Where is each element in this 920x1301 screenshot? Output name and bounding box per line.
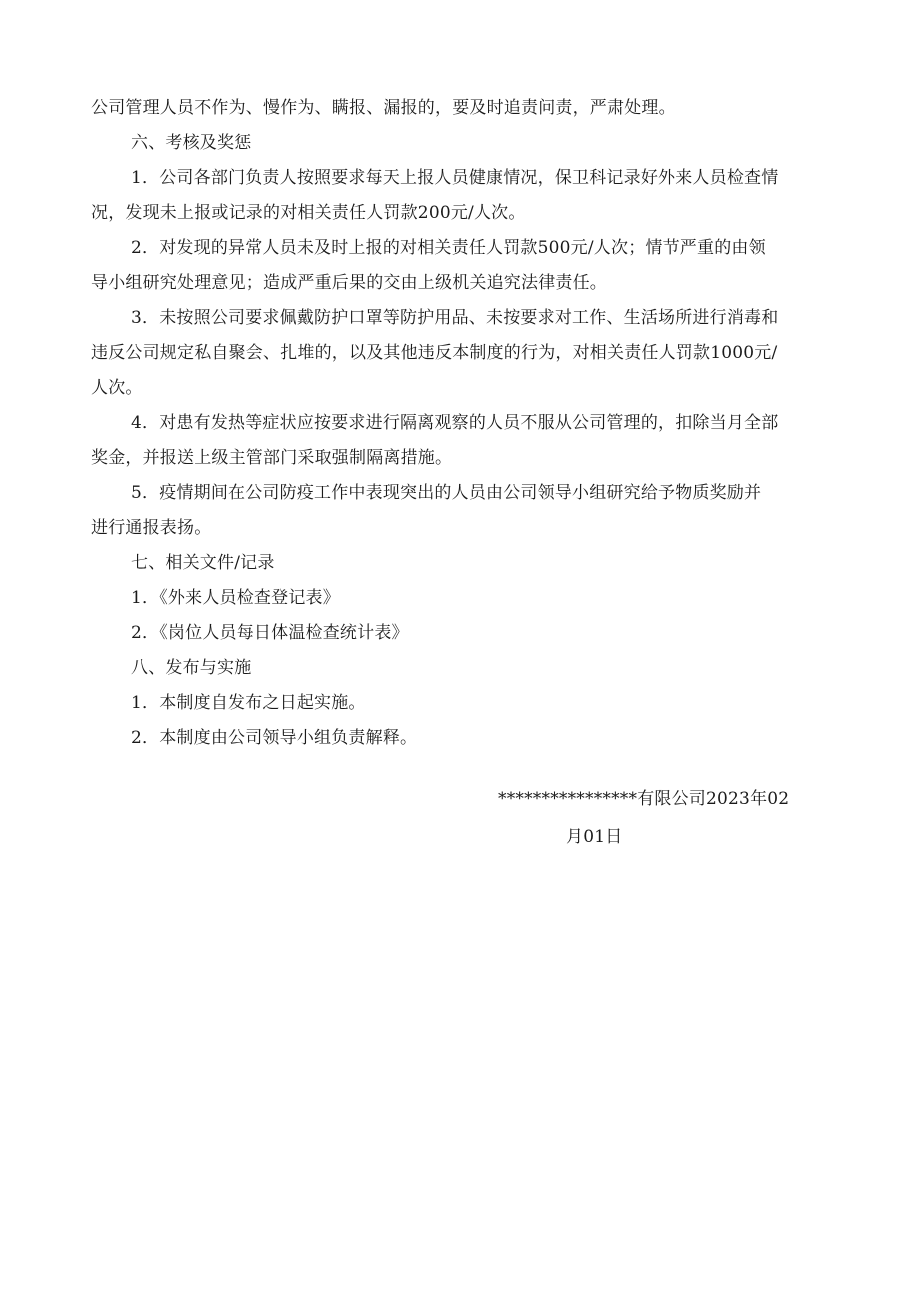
section7-heading: 七、相关文件/记录 xyxy=(131,553,275,573)
section8-item2: 2．本制度由公司领导小组负责解释。 xyxy=(131,728,418,748)
signature-company-date-line1: ****************有限公司2023年02 xyxy=(498,789,790,809)
section6-item4-line2: 奖金，并报送上级主管部门采取强制隔离措施。 xyxy=(91,448,453,468)
section8-heading: 八、发布与实施 xyxy=(131,658,252,678)
section6-item3-line2: 违反公司规定私自聚会、扎堆的，以及其他违反本制度的行为，对相关责任人罚款1000元/ xyxy=(91,343,778,363)
section6-item1-line2: 况，发现未上报或记录的对相关责任人罚款200元/人次。 xyxy=(91,203,526,223)
section6-item5-line1: 5．疫情期间在公司防疫工作中表现突出的人员由公司领导小组研究给予物质奖励并 xyxy=(131,483,762,503)
intro-line: 公司管理人员不作为、慢作为、瞒报、漏报的，要及时追责问责，严肃处理。 xyxy=(91,98,676,118)
section6-item5-line2: 进行通报表扬。 xyxy=(91,518,212,538)
section6-item2-line2: 导小组研究处理意见；造成严重后果的交由上级机关追究法律责任。 xyxy=(91,273,607,293)
section6-item1-line1: 1．公司各部门负责人按照要求每天上报人员健康情况，保卫科记录好外来人员检查情 xyxy=(131,168,779,188)
signature-date-line2: 月01日 xyxy=(566,827,623,847)
section7-item1: 1．《外来人员检查登记表》 xyxy=(131,588,340,608)
section6-item4-line1: 4．对患有发热等症状应按要求进行隔离观察的人员不服从公司管理的，扣除当月全部 xyxy=(131,413,779,433)
section6-heading: 六、考核及奖惩 xyxy=(131,133,252,153)
section8-item1: 1．本制度自发布之日起实施。 xyxy=(131,693,366,713)
section7-item2: 2．《岗位人员每日体温检查统计表》 xyxy=(131,623,409,643)
section6-item3-line3: 人次。 xyxy=(91,378,143,398)
section6-item3-line1: 3．未按照公司要求佩戴防护口罩等防护用品、未按要求对工作、生活场所进行消毒和 xyxy=(131,308,779,328)
section6-item2-line1: 2．对发现的异常人员未及时上报的对相关责任人罚款500元/人次；情节严重的由领 xyxy=(131,238,766,258)
